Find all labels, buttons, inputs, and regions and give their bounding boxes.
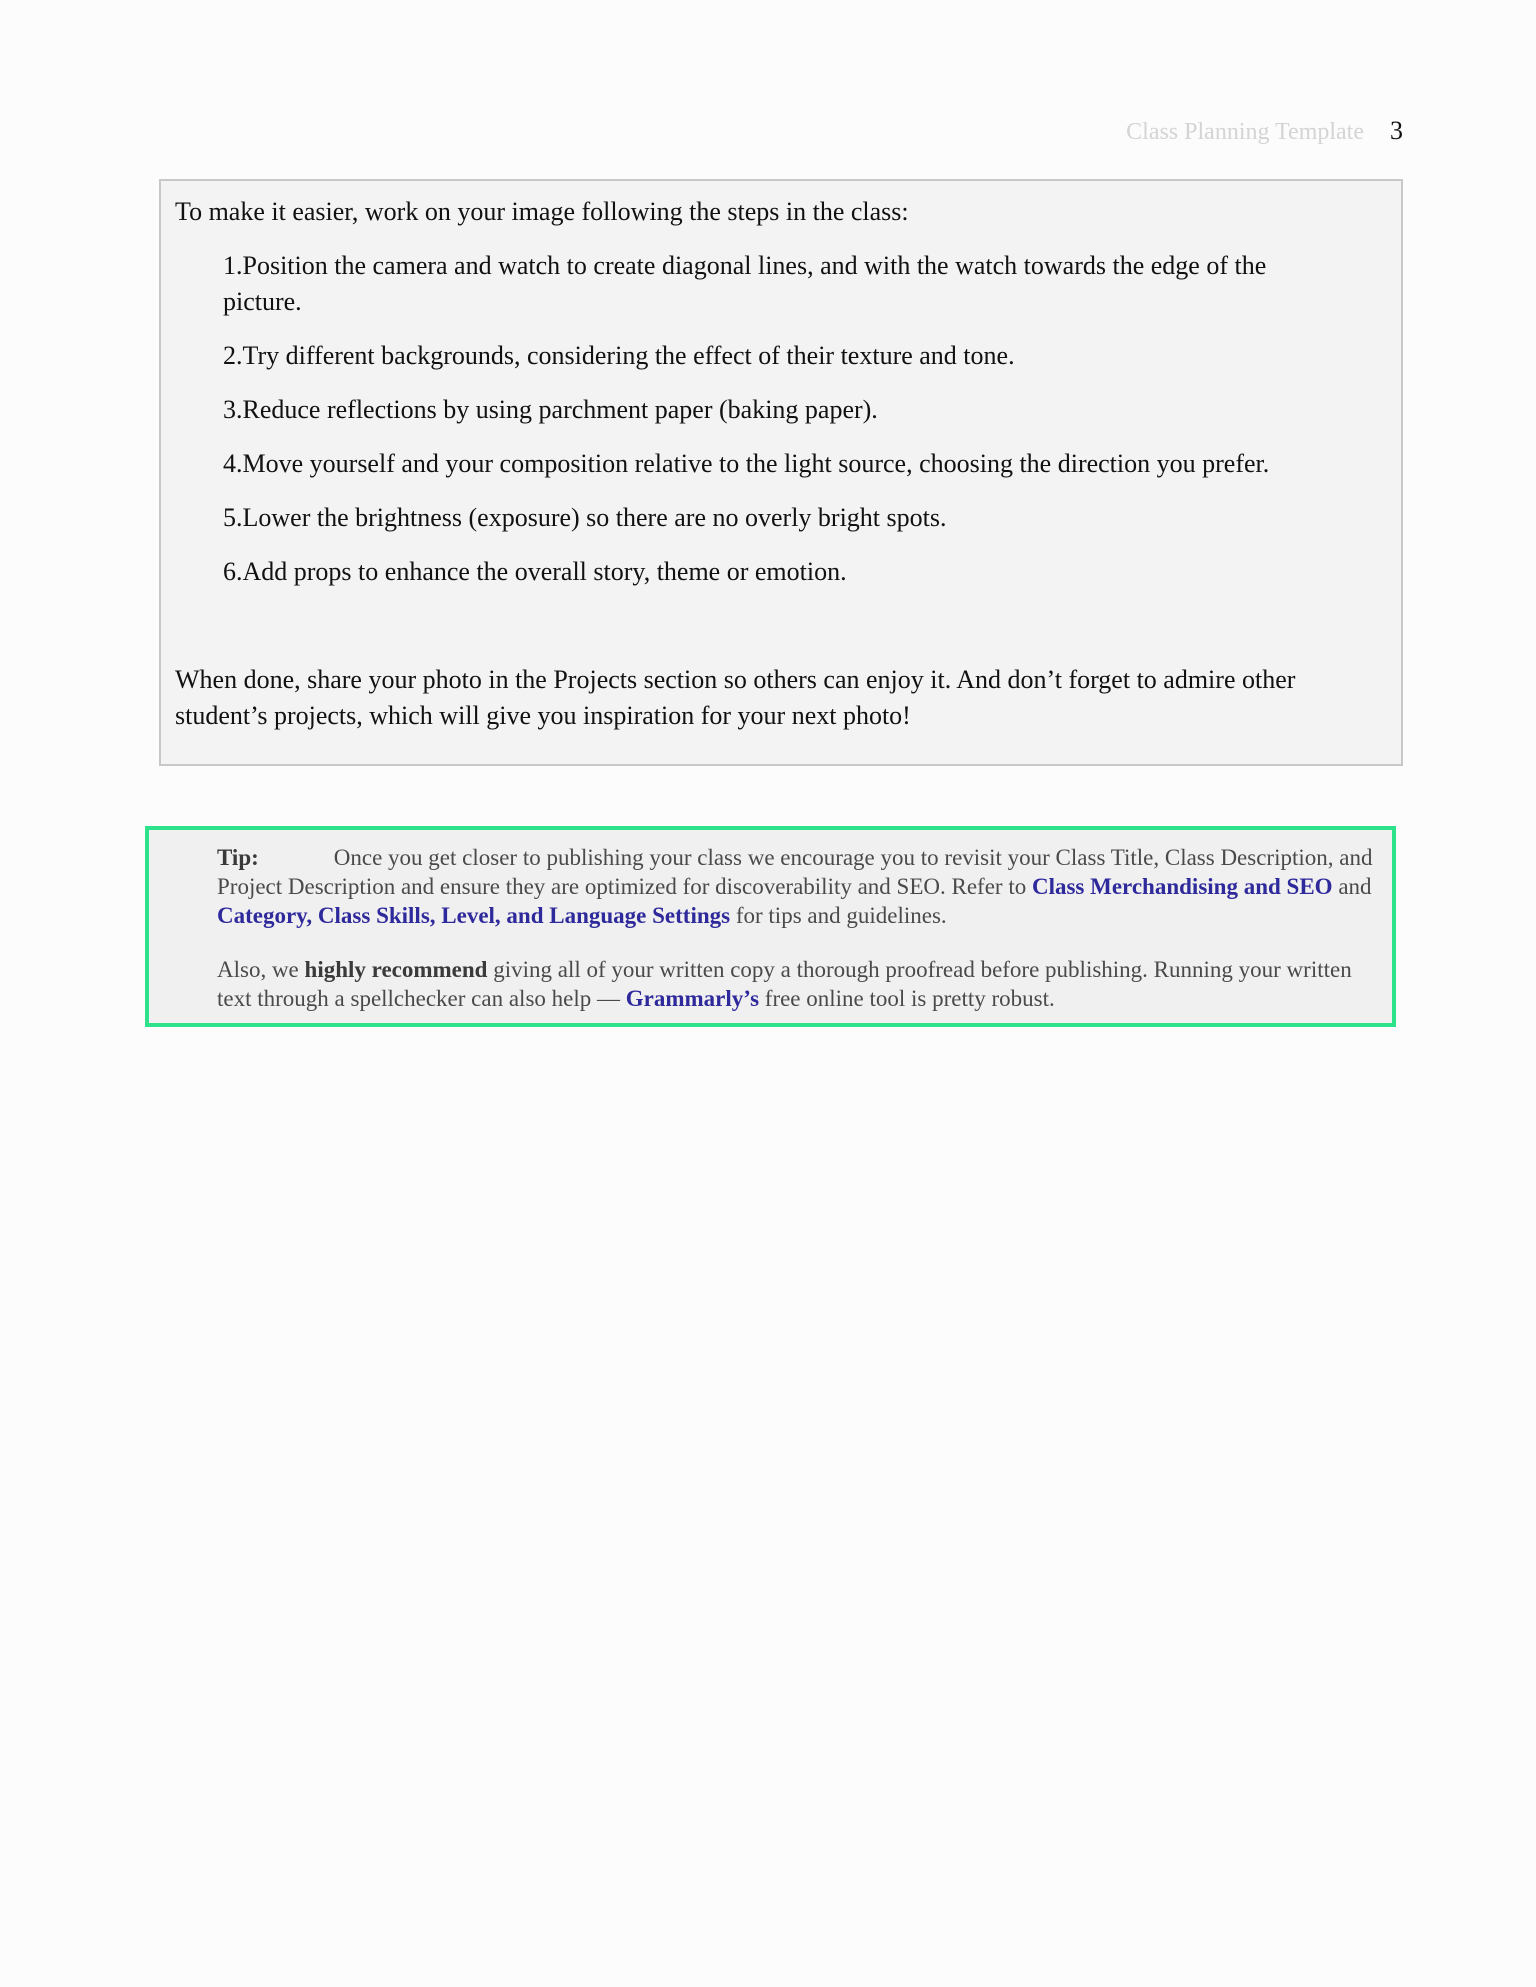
header-title: Class Planning Template bbox=[1126, 119, 1364, 145]
tip-text: Once you get closer to publishing your class we encourage you to revisit your Class Title, Class Description, and Project Description and ensure they are optimized for discoverability and SEO. Refer to bbox=[217, 845, 1373, 899]
tip-text: and bbox=[1332, 874, 1372, 899]
link-grammarly[interactable]: Grammarly’s bbox=[625, 986, 760, 1011]
instructions-outro: When done, share your photo in the Projects section so others can enjoy it. And don’t forget to admire other student’s projects, which will give you inspiration for your next photo! bbox=[175, 665, 1296, 730]
tip-text: for tips and guidelines. bbox=[730, 903, 947, 928]
step-item: 2.Try different backgrounds, considering the effect of their texture and tone. bbox=[223, 341, 1015, 370]
step-item: 5.Lower the brightness (exposure) so there are no overly bright spots. bbox=[223, 503, 947, 532]
tip-paragraph-1 bbox=[217, 843, 1378, 930]
instructions-box bbox=[159, 179, 1403, 766]
step-item: 1.Position the camera and watch to create diagonal lines, and with the watch towards the edge of the picture. bbox=[223, 251, 1267, 316]
tip-paragraph-2 bbox=[217, 955, 1378, 1013]
page-number: 3 bbox=[1390, 116, 1403, 145]
tip-label: Tip: bbox=[217, 845, 259, 870]
tip-text: Also, we bbox=[217, 957, 305, 982]
step-item: 3.Reduce reflections by using parchment paper (baking paper). bbox=[223, 395, 878, 424]
link-class-merchandising-seo[interactable]: Class Merchandising and SEO bbox=[1031, 874, 1333, 899]
step-item: 6.Add props to enhance the overall story, theme or emotion. bbox=[223, 557, 847, 586]
tip-box bbox=[145, 826, 1396, 1027]
page-header bbox=[1126, 116, 1403, 146]
instructions-intro: To make it easier, work on your image following the steps in the class: bbox=[175, 197, 909, 226]
tip-emphasis: highly recommend bbox=[304, 957, 488, 982]
link-category-settings[interactable]: Category, Class Skills, Level, and Language Settings bbox=[217, 903, 731, 928]
tip-text: free online tool is pretty robust. bbox=[759, 986, 1055, 1011]
steps-list bbox=[175, 248, 1389, 590]
tip-text: giving all of your written copy a thorough proofread before publishing. Running your written text through a spellchecker can also help — bbox=[217, 957, 1352, 1011]
step-item: 4.Move yourself and your composition relative to the light source, choosing the direction you prefer. bbox=[223, 449, 1270, 478]
